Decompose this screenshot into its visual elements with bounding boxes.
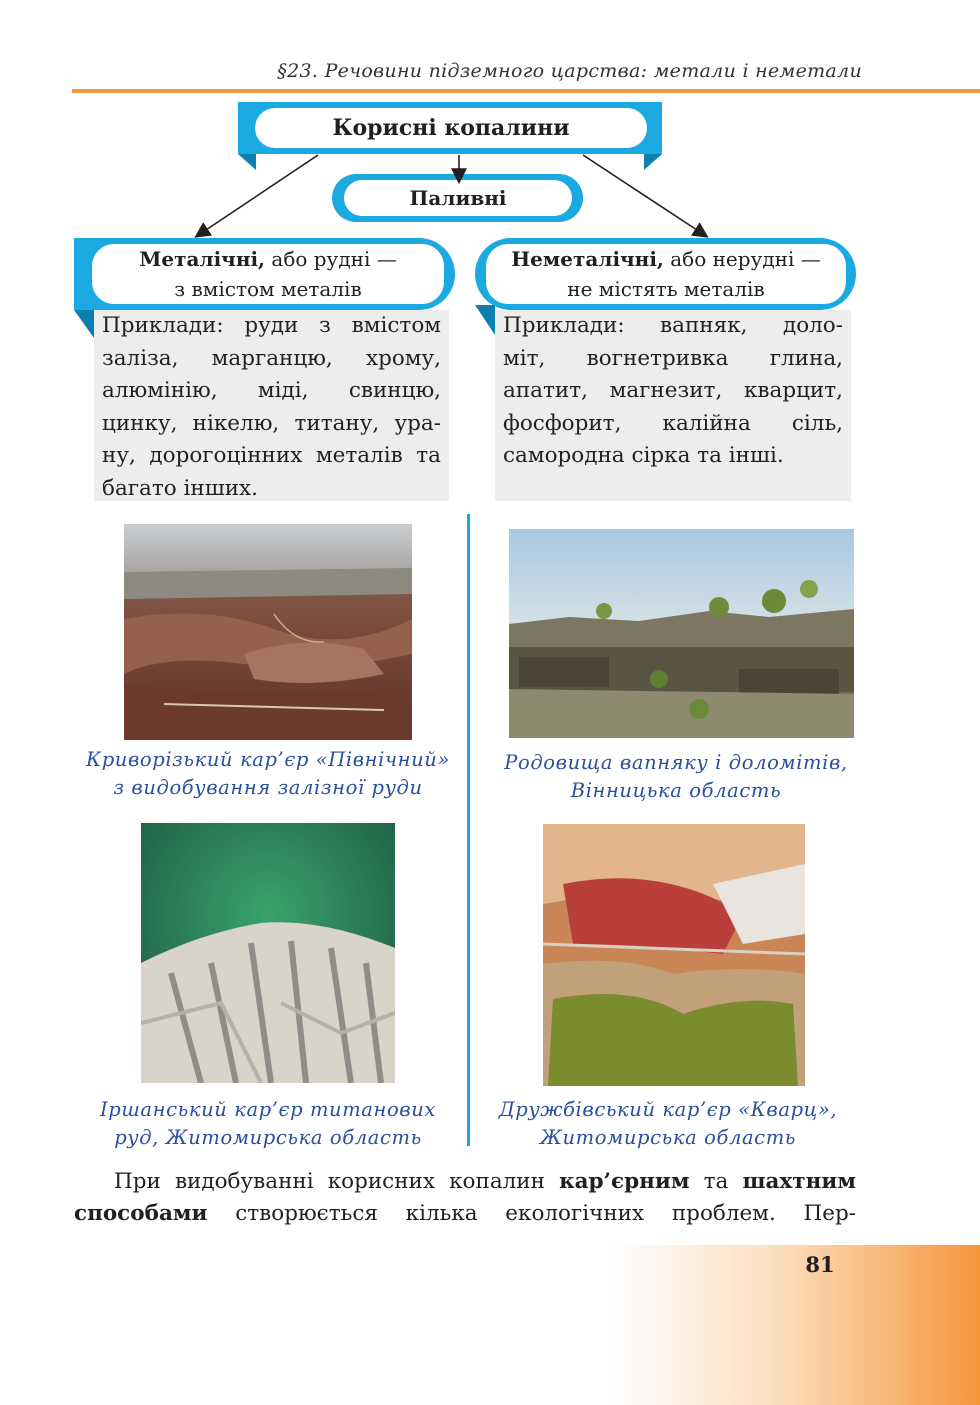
metallic-fold [74,310,94,338]
photo-druzhbivskyi-quarry [543,824,805,1086]
column-divider [467,514,470,1146]
body-paragraph: При видобуванні корисних копалин кар’єрним та шахтним способами створюється кілька екологічних проблем. Пер- [74,1169,856,1226]
caption-photo-2: Родовища вапняку і доломітів, Вінницька область [504,751,848,802]
caption-photo-3: Іршанський кар’єр титанових руд, Житомирська область [99,1098,437,1149]
root-node: Корисні копалини [255,108,647,148]
page-number: 81 [805,1252,835,1277]
diagram-arrows [0,0,980,260]
page-corner-gradient [610,1245,980,1405]
photo-kryvyi-rih-quarry [124,524,412,740]
nonmetallic-fold [475,305,495,335]
arrow-to-metallic [197,155,318,236]
fuel-node: Паливні [344,180,572,216]
nonmetallic-header: Неметалічні, або нерудні — не містять металів [486,244,846,304]
caption-photo-4: Дружбівський кар’єр «Кварц», Житомирська область [498,1098,838,1149]
photo-irshansk-quarry [141,823,395,1083]
metallic-header: Металічні, або рудні — з вмістом металів [92,244,444,304]
nonmetallic-examples: Приклади: вапняк, доло- міт, вогнетривка глина, апатит, магнезит, кварцит, фосфорит, калійна сіль, самородна сірка та інші. [495,310,851,501]
photo-limestone-deposits [509,529,854,738]
metallic-examples: Приклади: руди з вмістом заліза, марганцю, хрому, алюмінію, міді, свинцю, цинку, нікелю, титану, ура- ну, дорогоцінних металів та багато інших. [94,310,449,501]
running-header: §23. Речовини підземного царства: метали і неметали [277,60,862,82]
caption-photo-1: Криворізький кар’єр «Північний» з видобування залізної руди [86,748,450,799]
arrow-to-nonmetallic [583,155,706,236]
